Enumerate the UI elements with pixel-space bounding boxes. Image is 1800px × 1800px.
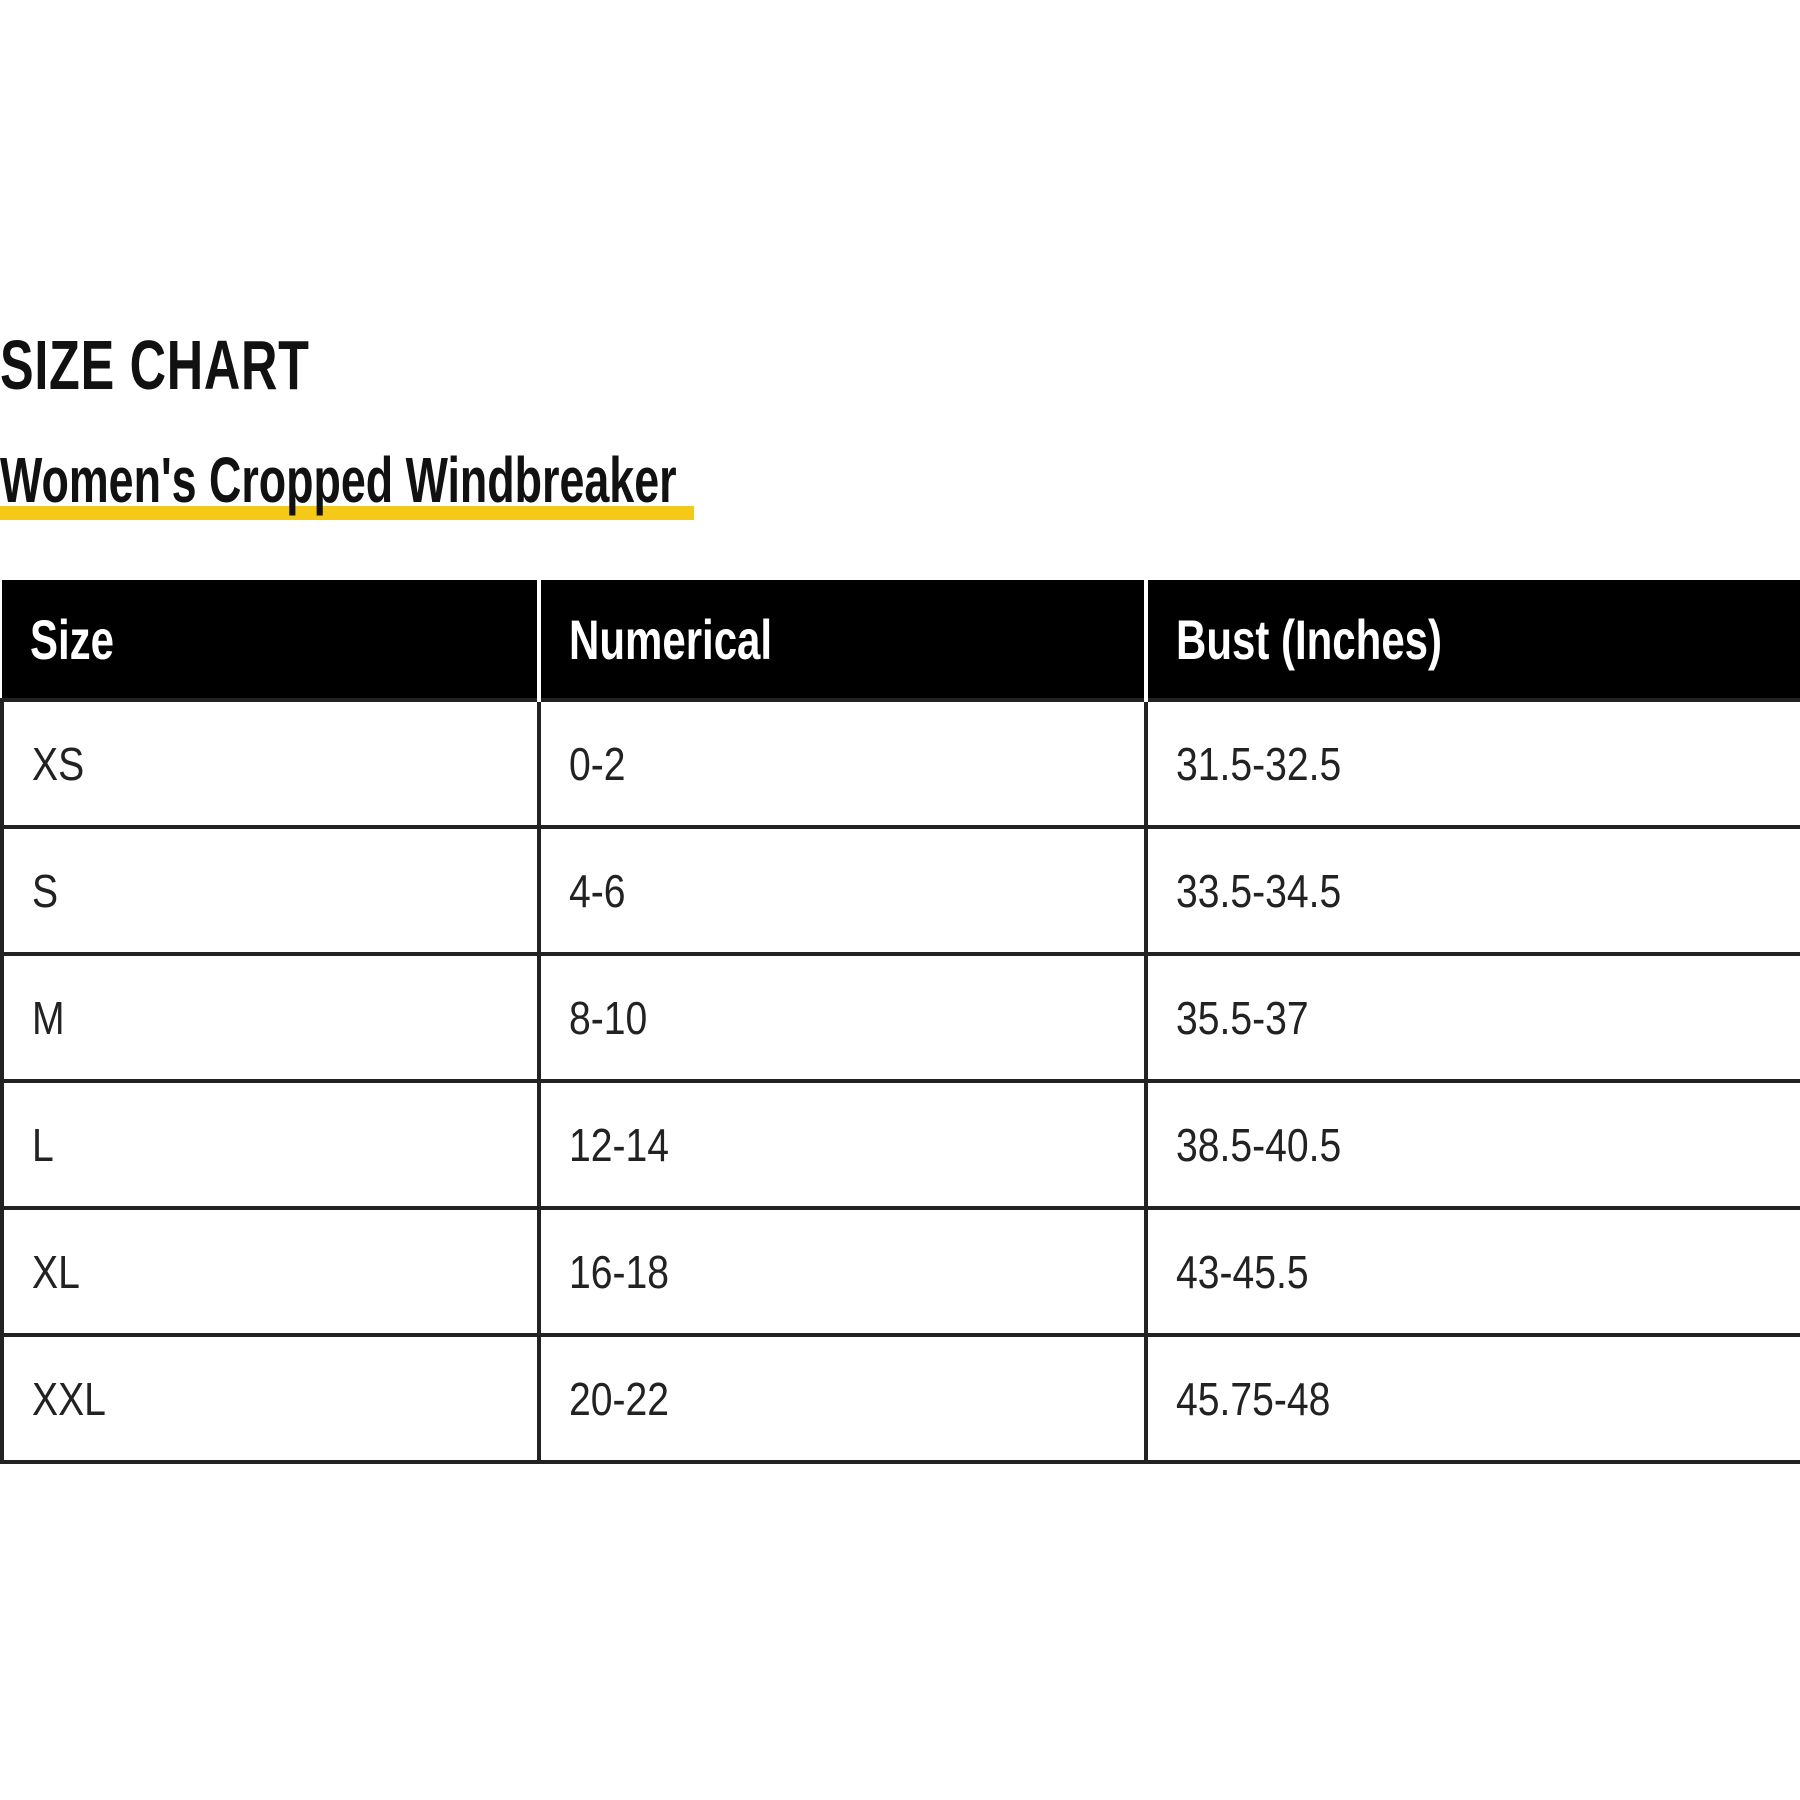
header-numerical-label: Numerical <box>569 607 773 671</box>
cell-size-text: XL <box>32 1245 80 1298</box>
cell-bust-text: 31.5-32.5 <box>1176 737 1342 790</box>
table-row <box>2 954 1800 1081</box>
cell-size-text: M <box>32 991 65 1044</box>
cell-size <box>2 700 539 827</box>
cell-numerical-text: 12-14 <box>569 1118 670 1171</box>
subtitle-block <box>0 440 694 530</box>
cell-bust <box>1146 954 1800 1081</box>
cell-size-text: XXL <box>32 1372 106 1425</box>
table-header-row <box>2 580 1800 700</box>
cell-numerical <box>539 700 1146 827</box>
table-row <box>2 827 1800 954</box>
cell-bust-text: 45.75-48 <box>1176 1372 1331 1425</box>
cell-size <box>2 954 539 1081</box>
cell-numerical <box>539 827 1146 954</box>
header-numerical <box>539 580 1146 700</box>
cell-bust <box>1146 1081 1800 1208</box>
cell-numerical <box>539 954 1146 1081</box>
cell-bust-text: 33.5-34.5 <box>1176 864 1342 917</box>
cell-size-text: XS <box>32 737 85 790</box>
page-title: SIZE CHART <box>0 326 310 404</box>
header-size-label: Size <box>30 607 115 671</box>
header-size <box>2 580 539 700</box>
cell-numerical-text: 4-6 <box>569 864 626 917</box>
cell-numerical-text: 0-2 <box>569 737 626 790</box>
cell-numerical <box>539 1208 1146 1335</box>
header-bust <box>1146 580 1800 700</box>
cell-size <box>2 1335 539 1462</box>
cell-bust <box>1146 827 1800 954</box>
cell-numerical-text: 8-10 <box>569 991 648 1044</box>
cell-bust <box>1146 1335 1800 1462</box>
size-table <box>0 580 1800 1464</box>
cell-size <box>2 827 539 954</box>
cell-numerical-text: 20-22 <box>569 1372 670 1425</box>
cell-size-text: L <box>32 1118 54 1171</box>
cell-numerical <box>539 1335 1146 1462</box>
table-row <box>2 1081 1800 1208</box>
table-row <box>2 1208 1800 1335</box>
cell-bust-text: 38.5-40.5 <box>1176 1118 1342 1171</box>
header-bust-label: Bust (Inches) <box>1176 607 1443 671</box>
cell-bust-text: 35.5-37 <box>1176 991 1309 1044</box>
cell-size <box>2 1081 539 1208</box>
cell-numerical <box>539 1081 1146 1208</box>
cell-bust-text: 43-45.5 <box>1176 1245 1309 1298</box>
product-subtitle: Women's Cropped Windbreaker <box>0 444 677 516</box>
table-row <box>2 1335 1800 1462</box>
cell-bust <box>1146 700 1800 827</box>
cell-bust <box>1146 1208 1800 1335</box>
cell-size-text: S <box>32 864 59 917</box>
table-row <box>2 700 1800 827</box>
cell-numerical-text: 16-18 <box>569 1245 670 1298</box>
cell-size <box>2 1208 539 1335</box>
